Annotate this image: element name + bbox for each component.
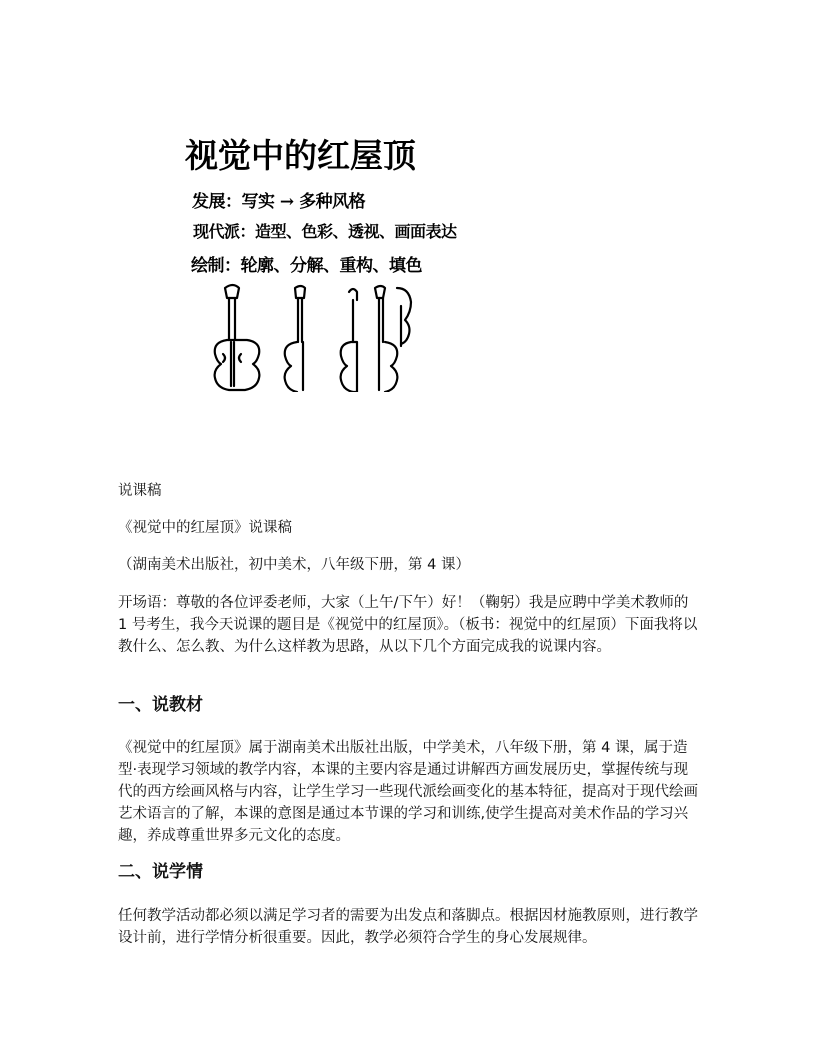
board-line-drawing: 绘制：轮廓、分解、重构、填色 [191, 256, 422, 276]
board-line-development: 发展：写实 → 多种风格 [192, 192, 366, 212]
violin-half-icon [375, 286, 397, 392]
section1-body: 《视觉中的红屋顶》属于湖南美术出版社出版，中学美术，八年级下册，第 4 课，属于造型·表现学习领域的教学内容，本课的主要内容是通过讲解西方画发展历史，掌握传统与现代的西方绘画风格与内容，让学生学习一些现代派绘画变化的基本特征，提高对于现代绘画艺术语言的了解，本课的意图是通过本节课的学习和训练,使学生提高对美术作品的学习兴趣，养成尊重世界多元文化的态度。 [118, 740, 698, 844]
blackboard-sketch [185, 130, 457, 395]
doc-intro: 开场语：尊敬的各位评委老师，大家（上午/下午）好！（鞠躬）我是应聘中学美术教师的 1 号考生，我今天说课的题目是《视觉中的红屋顶》。（板书：视觉中的红屋顶）下面我将以教什么、怎么教、为什么这样教为思路，从以下几个方面完成我的说课内容。 [118, 595, 698, 655]
doc-label: 说课稿 [118, 483, 162, 499]
violin-sketches [203, 282, 413, 392]
doc-title: 《视觉中的红屋顶》说课稿 [118, 520, 292, 536]
board-title: 视觉中的红屋顶 [185, 136, 416, 175]
board-line-modernism: 现代派：造型、色彩、透视、画面表达 [193, 222, 457, 241]
section2-heading: 二、说学情 [118, 862, 203, 882]
doc-source: （湖南美术出版社，初中美术，八年级下册，第 4 课） [118, 557, 470, 573]
section1-heading: 一、说教材 [118, 695, 203, 715]
violin-full-icon [215, 285, 260, 390]
violin-reconstructed-icon [341, 288, 411, 392]
section2-body: 任何教学活动都必须以满足学习者的需要为出发点和落脚点。根据因材施教原则，进行教学设计前，进行学情分析很重要。因此，教学必须符合学生的身心发展规律。 [118, 908, 698, 946]
violin-split-icon [285, 286, 305, 392]
